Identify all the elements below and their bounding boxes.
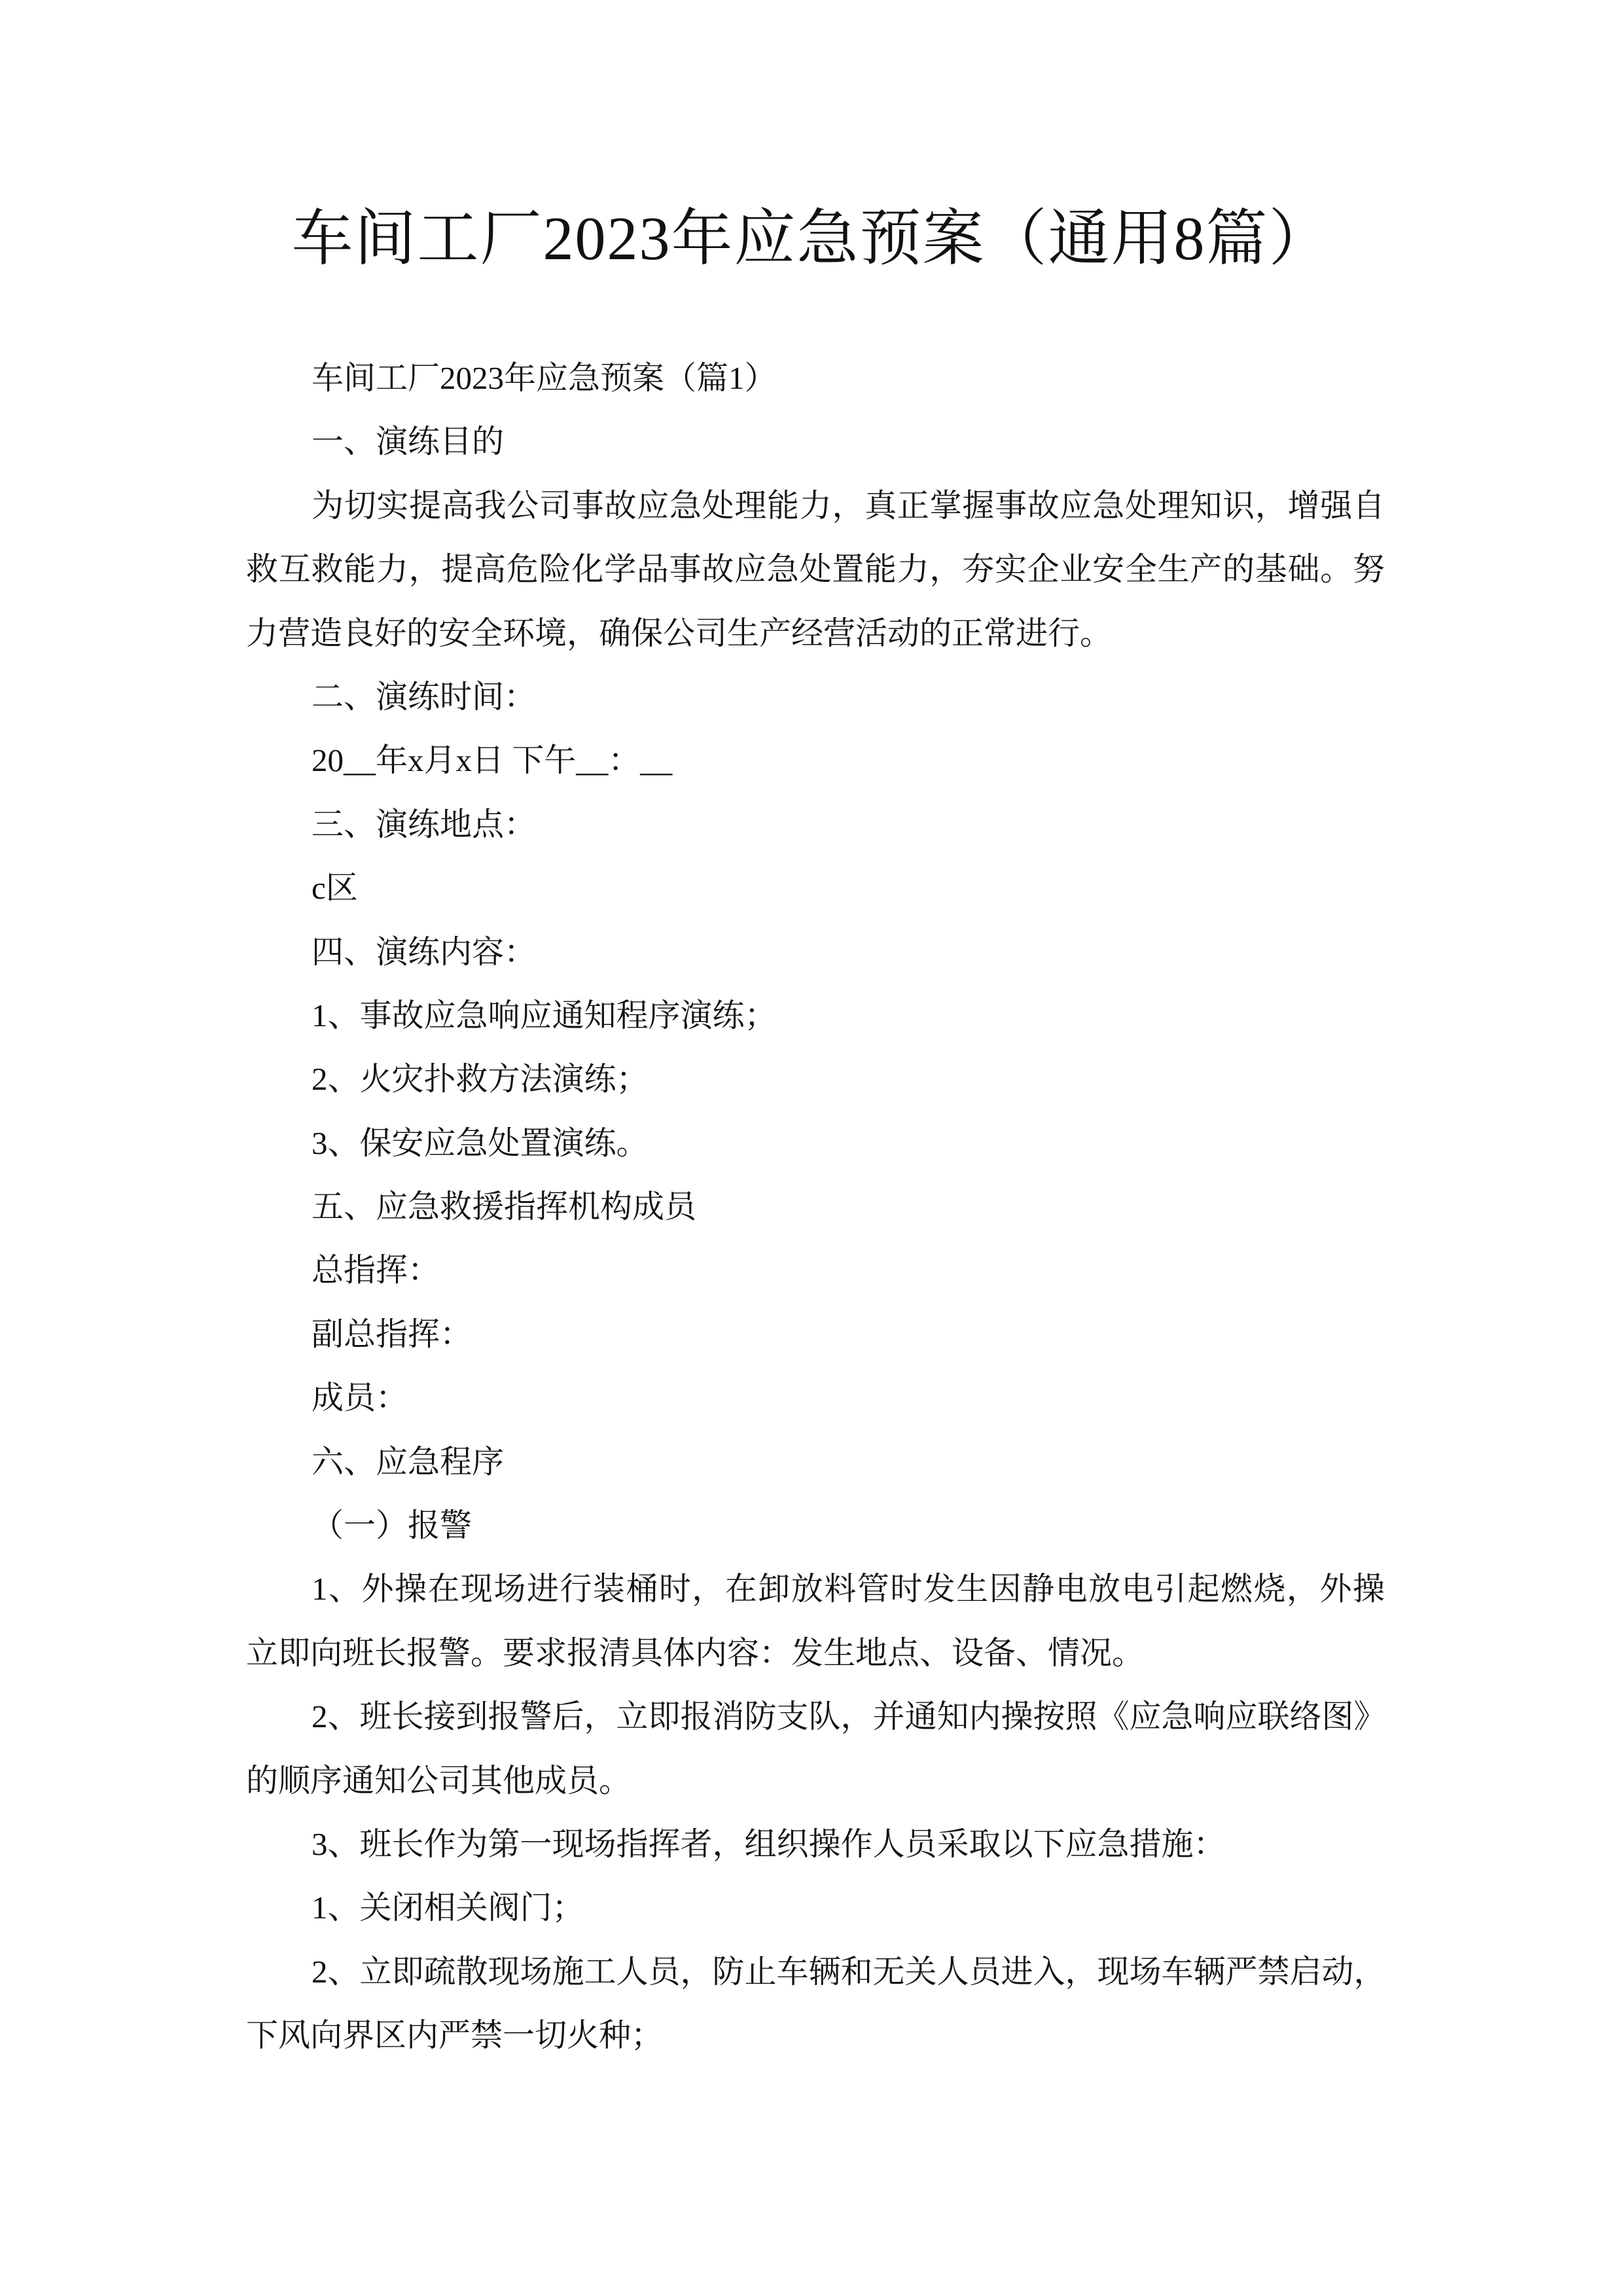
paragraph: [246, 1366, 1385, 1429]
text-line: 1、关闭相关阀门；: [312, 1890, 584, 1926]
document-body: [246, 346, 1385, 2068]
text-line: （一）报警: [312, 1507, 473, 1544]
paragraph: [246, 1812, 1385, 1876]
paragraph: [246, 474, 1385, 665]
paragraph: [246, 1685, 1385, 1812]
text-line: 车间工厂2023年应急预案（篇1）: [312, 360, 777, 396]
text-line: c区: [312, 870, 358, 906]
text-line: 成员：: [312, 1380, 408, 1416]
text-line: 1、外操在现场进行装桶时，在卸放料管时发生因静电放电引起燃烧，外操: [312, 1571, 1385, 1607]
paragraph: [246, 1557, 1385, 1685]
paragraph: [246, 1111, 1385, 1175]
paragraph: [246, 1940, 1385, 2068]
paragraph: [246, 984, 1385, 1047]
paragraph: [246, 665, 1385, 728]
paragraph: [246, 1430, 1385, 1494]
text-line: 二、演练时间：: [312, 678, 537, 715]
text-line: 副总指挥：: [312, 1316, 473, 1352]
paragraph: [246, 1238, 1385, 1302]
paragraph: [246, 346, 1385, 410]
text-line: 总指挥：: [312, 1252, 440, 1289]
text-line: 力营造良好的安全环境，确保公司生产经营活动的正常进行。: [246, 615, 1113, 651]
text-line: 3、保安应急处置演练。: [312, 1124, 649, 1161]
paragraph: [246, 920, 1385, 984]
document-title: 车间工厂2023年应急预案（通用8篇）: [291, 205, 1332, 273]
text-line: 为切实提高我公司事故应急处理能力，真正掌握事故应急处理知识，增强自: [312, 487, 1385, 524]
paragraph: [246, 1302, 1385, 1366]
paragraph: [246, 410, 1385, 473]
text-line: 2、立即疏散现场施工人员，防止车辆和无关人员进入，现场车辆严禁启动，: [312, 1953, 1386, 1990]
text-line: 六、应急程序: [312, 1443, 505, 1480]
paragraph: [246, 1175, 1385, 1238]
text-line: 下风向界区内严禁一切火种；: [246, 2017, 664, 2054]
text-line: 3、班长作为第一现场指挥者，组织操作人员采取以下应急措施：: [312, 1825, 1226, 1862]
text-line: 立即向班长报警。要求报清具体内容：发生地点、设备、情况。: [246, 1634, 1145, 1671]
text-line: 五、应急救援指挥机构成员: [312, 1189, 697, 1225]
text-line: 四、演练内容：: [312, 933, 537, 970]
paragraph: [246, 793, 1385, 856]
paragraph: [246, 1047, 1385, 1111]
text-line: 2、火灾扑救方法演练；: [312, 1061, 649, 1098]
text-line: 救互救能力，提高危险化学品事故应急处置能力，夯实企业安全生产的基础。努: [246, 551, 1385, 588]
paragraph: [246, 1876, 1385, 1939]
text-line: 的顺序通知公司其他成员。: [246, 1762, 632, 1799]
paragraph: [246, 1494, 1385, 1557]
paragraph: [246, 856, 1385, 920]
text-line: 三、演练地点：: [312, 806, 537, 842]
text-line: 一、演练目的: [312, 423, 505, 460]
paragraph: [246, 728, 1385, 792]
text-line: 1、事故应急响应通知程序演练；: [312, 997, 777, 1033]
text-line: 2、班长接到报警后，立即报消防支队，并通知内操按照《应急响应联络图》: [312, 1698, 1386, 1735]
text-line: 20__年x月x日 下午__：__: [312, 742, 673, 779]
